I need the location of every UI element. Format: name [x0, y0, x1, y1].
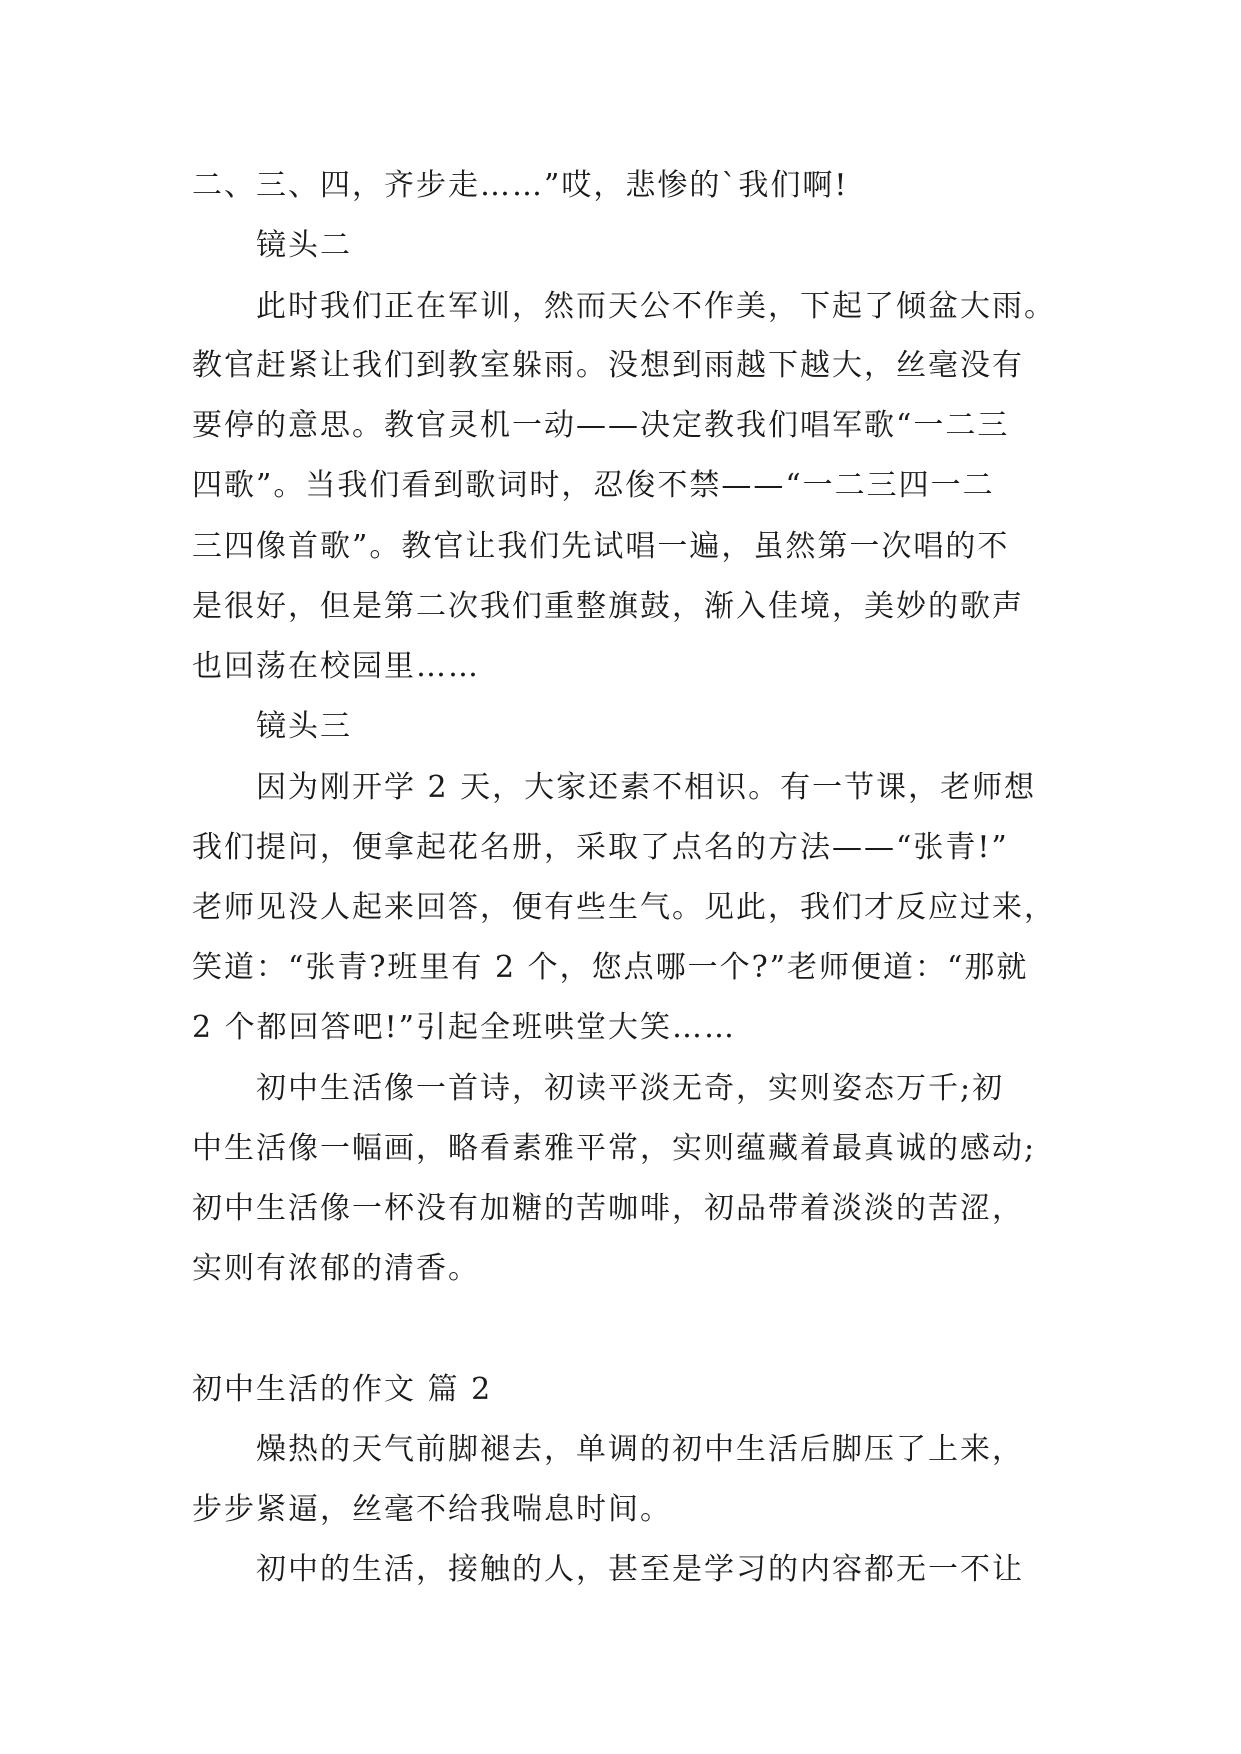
text-line: 步步紧逼，丝毫不给我喘息时间。: [192, 1492, 672, 1527]
text-line: 老师见没人起来回答，便有些生气。见此，我们才反应过来，: [192, 890, 1056, 925]
text-line: 此时我们正在军训，然而天公不作美，下起了倾盆大雨。: [256, 289, 1056, 324]
text-line: 中生活像一幅画，略看素雅平常，实则蕴藏着最真诚的感动;: [192, 1131, 1037, 1166]
text-line: 笑道：“张青?班里有 2 个，您点哪一个?”老师便道：“那就: [192, 950, 1029, 985]
text-line: 初中生活像一杯没有加糖的苦咖啡，初品带着淡淡的苦涩，: [192, 1191, 1024, 1226]
section-heading: 镜头二: [256, 228, 352, 263]
article-title: 初中生活的作文 篇 2: [192, 1372, 493, 1407]
text-line: 实则有浓郁的清香。: [192, 1251, 480, 1286]
text-line: 教官赶紧让我们到教室躲雨。没想到雨越下越大，丝毫没有: [192, 348, 1024, 383]
text-line: 因为刚开学 2 天，大家还素不相识。有一节课，老师想: [256, 770, 1037, 805]
text-line: 初中的生活，接触的人，甚至是学习的内容都无一不让: [256, 1552, 1024, 1587]
text-line: 也回荡在校园里……: [192, 649, 480, 684]
text-line: 是很好，但是第二次我们重整旗鼓，渐入佳境，美妙的歌声: [192, 589, 1024, 624]
text-line: 二、三、四，齐步走……”哎，悲惨的`我们啊!: [192, 168, 849, 203]
text-line: 三四像首歌”。教官让我们先试唱一遍，虽然第一次唱的不: [192, 529, 1010, 564]
text-line: 要停的意思。教官灵机一动——决定教我们唱军歌“一二三: [192, 408, 1010, 443]
text-line: 四歌”。当我们看到歌词时，忍俊不禁——“一二三四一二: [192, 468, 995, 503]
text-line: 初中生活像一首诗，初读平淡无奇，实则姿态万千;初: [256, 1071, 1005, 1106]
section-heading: 镜头三: [256, 709, 352, 744]
text-line: 2 个都回答吧!”引起全班哄堂大笑……: [192, 1010, 737, 1045]
text-line: 我们提问，便拿起花名册，采取了点名的方法——“张青!”: [192, 830, 1009, 865]
text-line: 燥热的天气前脚褪去，单调的初中生活后脚压了上来，: [256, 1432, 1024, 1467]
